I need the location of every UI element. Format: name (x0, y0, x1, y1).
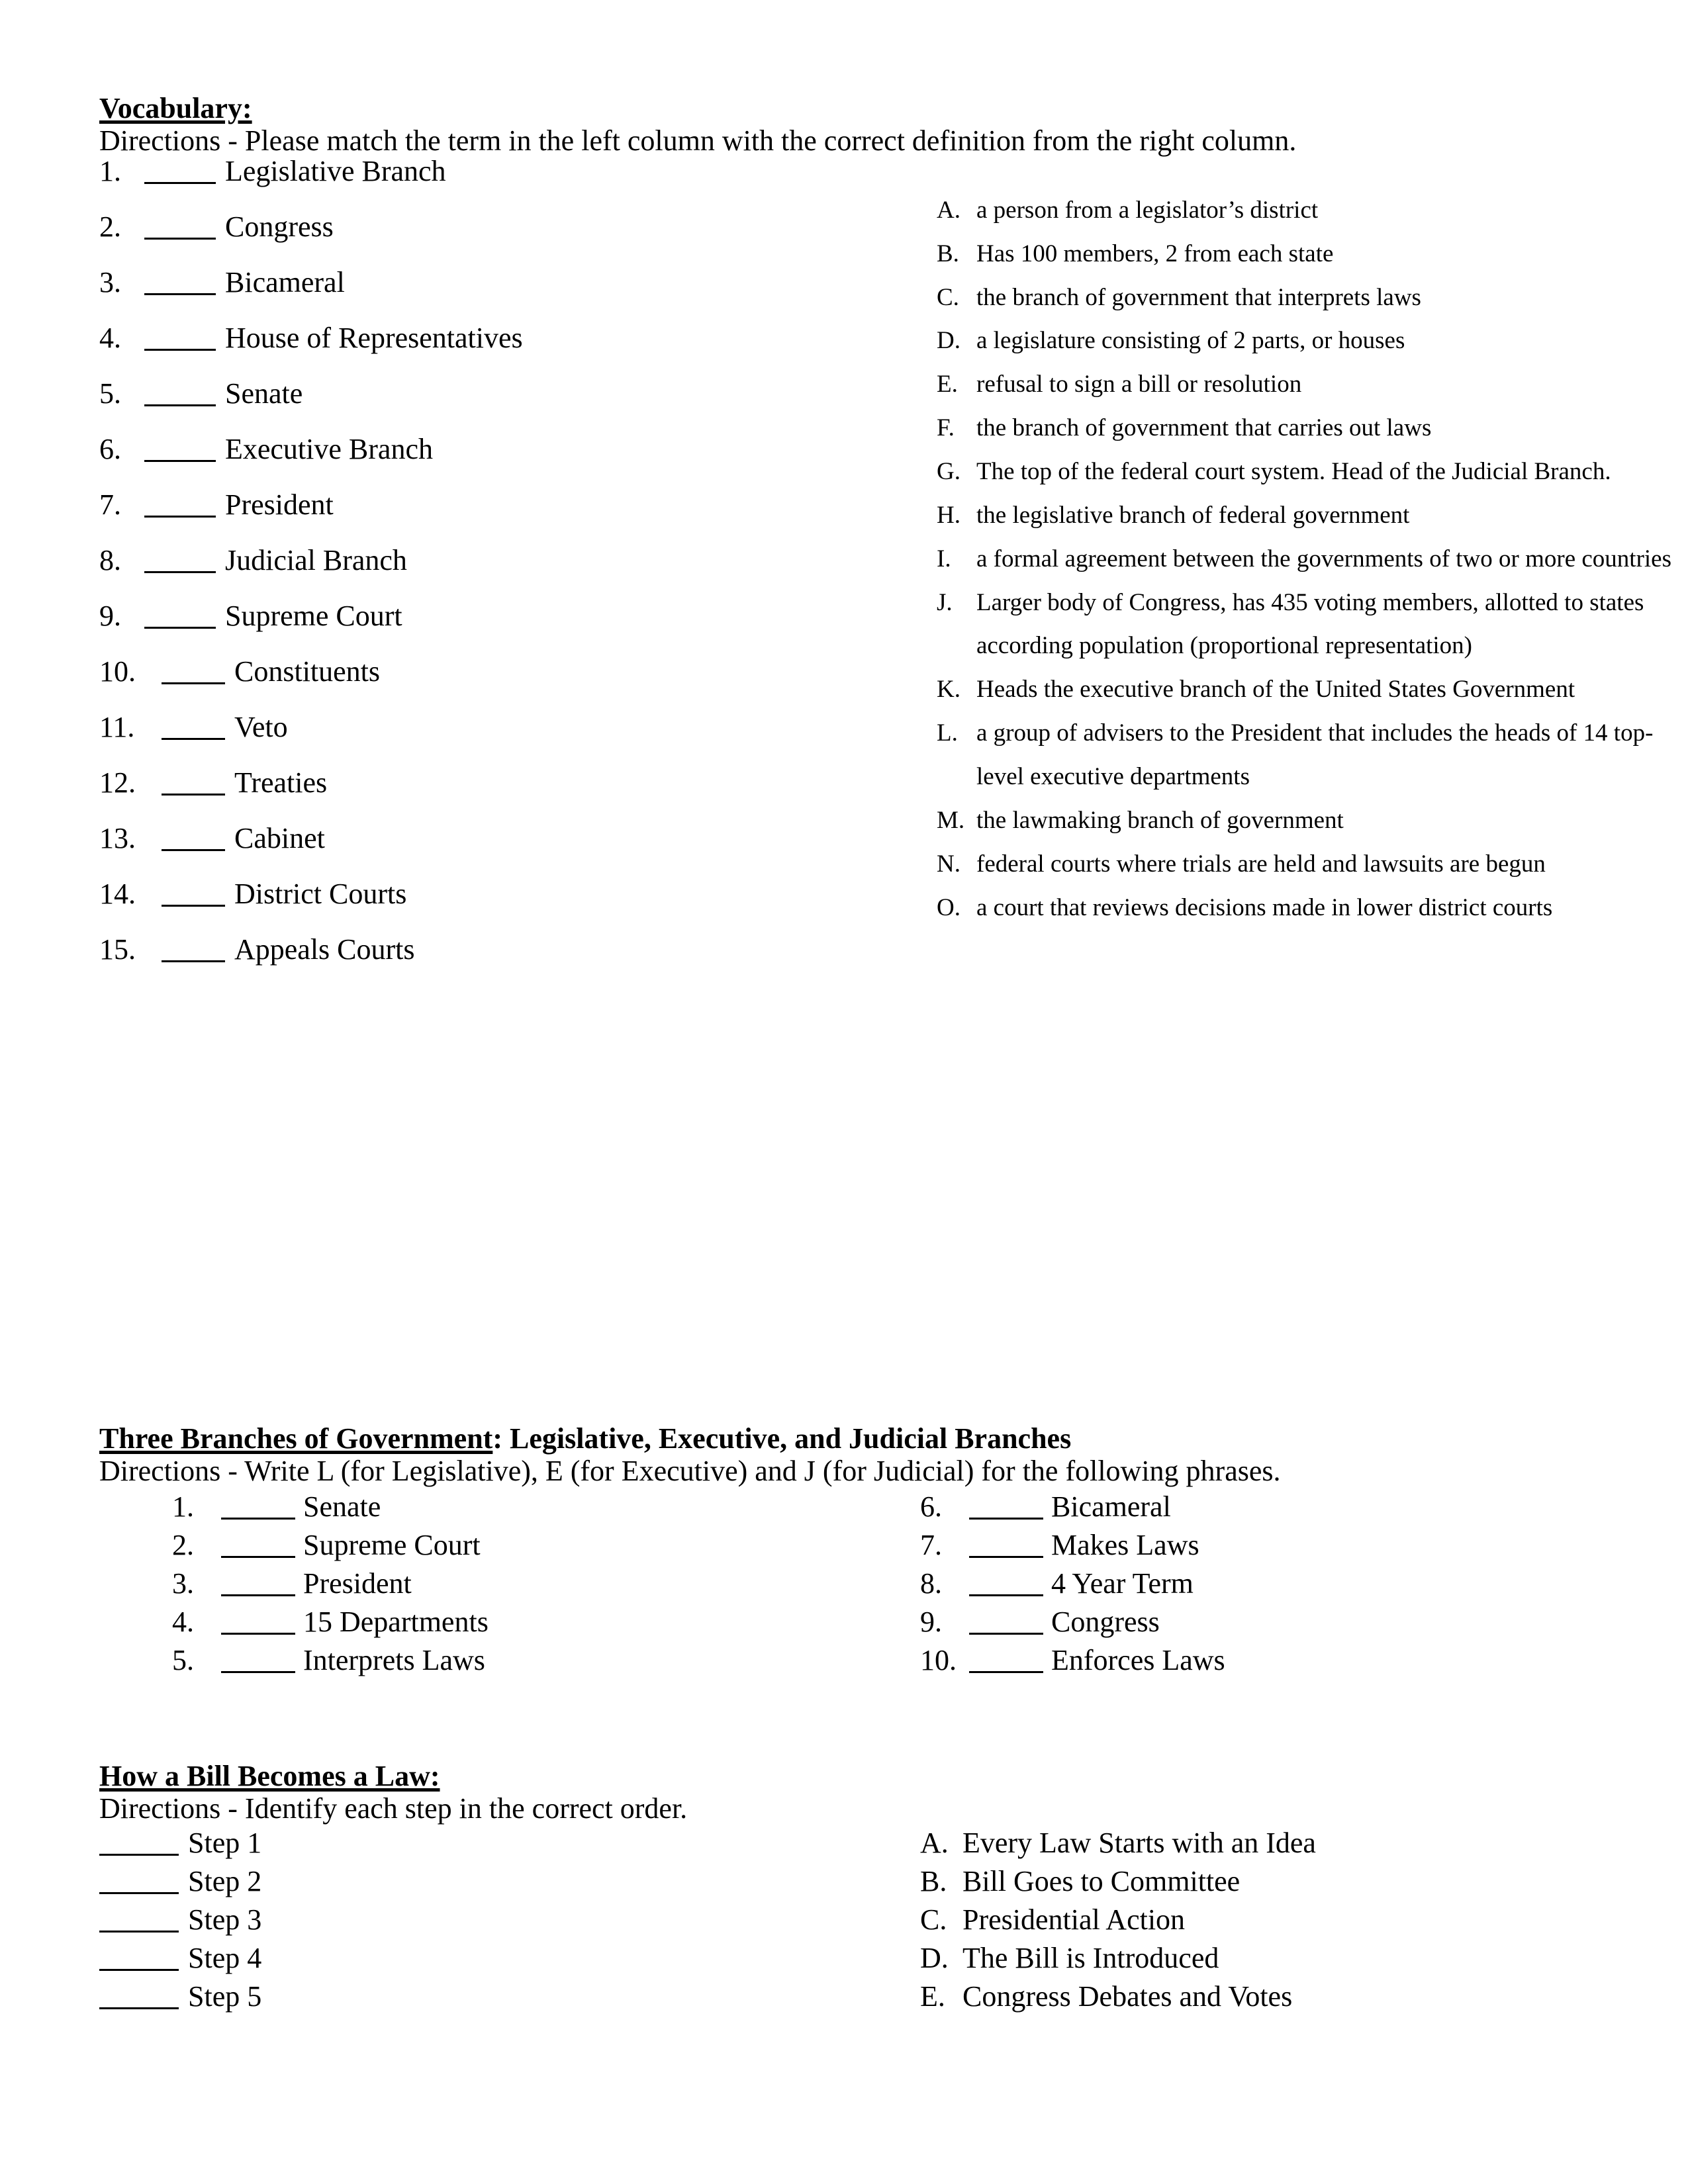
branch-item-row (920, 1528, 1225, 1569)
term-number: 11. (99, 710, 135, 743)
vocabulary-term-list (99, 154, 827, 991)
vocabulary-term-row (99, 877, 827, 935)
item-number: 7. (920, 1528, 942, 1561)
term-label: President (225, 488, 334, 521)
answer-blank[interactable] (969, 1569, 1043, 1596)
answer-blank[interactable] (99, 1867, 179, 1894)
definition-text: a legislature consisting of 2 parts, or houses (976, 327, 1405, 355)
item-number: 1. (172, 1490, 194, 1523)
vocabulary-term-row (99, 710, 827, 768)
option-letter: C. (920, 1903, 947, 1936)
branch-item-row (920, 1492, 1225, 1531)
answer-blank[interactable] (969, 1646, 1043, 1673)
item-label: Bicameral (1051, 1490, 1171, 1523)
item-label: Supreme Court (303, 1528, 481, 1561)
how-a-bill-options-column (920, 1826, 1316, 2021)
definition-row (937, 668, 1685, 711)
term-label: Senate (225, 377, 303, 410)
vocabulary-term-row (99, 821, 827, 880)
answer-blank[interactable] (99, 1829, 179, 1856)
how-a-bill-section (99, 1760, 1589, 2047)
term-number: 15. (99, 933, 136, 966)
definition-letter: N. (937, 850, 961, 878)
term-number: 7. (99, 488, 121, 521)
vocabulary-heading (99, 93, 1589, 124)
option-text: Presidential Action (962, 1903, 1186, 1936)
definition-letter: B. (937, 240, 959, 267)
definition-row (937, 232, 1685, 276)
definition-row (937, 319, 1685, 363)
answer-blank[interactable] (144, 157, 216, 184)
term-label: Legislative Branch (225, 154, 446, 187)
term-number: 14. (99, 877, 136, 910)
vocabulary-term-row (99, 154, 827, 212)
definition-row (937, 189, 1685, 232)
definition-text: the legislative branch of federal government (976, 501, 1410, 529)
term-label: Cabinet (234, 821, 325, 854)
branch-item-row (172, 1605, 489, 1646)
definition-letter: M. (937, 806, 965, 834)
item-label: 15 Departments (303, 1605, 489, 1638)
definition-text: Heads the executive branch of the United States Government (976, 676, 1575, 704)
answer-blank[interactable] (162, 657, 225, 684)
item-number: 3. (172, 1567, 194, 1600)
definition-letter: F. (937, 414, 955, 442)
definition-letter: L. (937, 719, 958, 747)
answer-blank[interactable] (144, 546, 216, 573)
branch-item-row (172, 1492, 489, 1531)
vocabulary-term-row (99, 657, 827, 713)
definition-text: a person from a legislator’s district (976, 196, 1319, 224)
term-label: Bicameral (225, 265, 345, 298)
answer-blank[interactable] (221, 1569, 295, 1596)
term-number: 5. (99, 377, 121, 410)
vocabulary-term-row (99, 768, 827, 824)
term-label: Supreme Court (225, 599, 402, 632)
option-row (920, 1826, 1316, 1867)
answer-blank[interactable] (144, 435, 216, 462)
answer-blank[interactable] (221, 1608, 295, 1635)
definition-row (937, 537, 1685, 581)
term-label: Treaties (234, 766, 328, 799)
step-label: Step 4 (188, 1941, 262, 1974)
definition-row (937, 363, 1685, 406)
step-label: Step 3 (188, 1903, 262, 1936)
term-number: 8. (99, 543, 121, 576)
option-letter: E. (920, 1979, 945, 2013)
item-label: Congress (1051, 1605, 1160, 1638)
definition-row (937, 799, 1685, 842)
definition-row (937, 886, 1685, 930)
how-a-bill-directions: Directions - Identify each step in the correct order. (99, 1792, 688, 1825)
definition-text: a group of advisers to the President that includes the heads of 14 top-level executive departments (976, 719, 1654, 790)
definition-letter: K. (937, 676, 961, 704)
definition-row (937, 450, 1685, 494)
answer-blank[interactable] (162, 768, 225, 796)
step-label: Step 1 (188, 1826, 262, 1859)
step-row (99, 1979, 262, 2021)
term-number: 9. (99, 599, 121, 632)
option-row (920, 1864, 1316, 1905)
branch-item-row (920, 1569, 1225, 1608)
how-a-bill-steps-column (99, 1826, 262, 2021)
three-branches-heading-underlined: Three Branches of Government (99, 1422, 493, 1455)
definition-letter: J. (937, 588, 953, 616)
answer-blank[interactable] (969, 1492, 1043, 1520)
answer-blank[interactable] (221, 1531, 295, 1558)
step-row (99, 1941, 262, 1982)
step-row (99, 1826, 262, 1867)
definition-letter: C. (937, 283, 959, 311)
three-branches-heading (99, 1423, 1589, 1455)
answer-blank[interactable] (99, 1982, 179, 2009)
step-row (99, 1905, 261, 1944)
option-text: Congress Debates and Votes (962, 1979, 1293, 2013)
vocabulary-term-row (99, 379, 827, 435)
definition-letter: O. (937, 893, 961, 921)
term-label: Appeals Courts (234, 933, 415, 966)
answer-blank[interactable] (162, 824, 225, 851)
vocabulary-columns (99, 154, 1672, 991)
answer-blank[interactable] (969, 1531, 1043, 1558)
option-letter: A. (920, 1826, 949, 1859)
answer-blank[interactable] (144, 212, 216, 240)
item-number: 6. (920, 1490, 942, 1523)
term-label: Congress (225, 210, 334, 243)
item-label: President (303, 1567, 412, 1600)
how-a-bill-columns (99, 1826, 1589, 2047)
option-text: The Bill is Introduced (962, 1941, 1219, 1974)
option-row (920, 1979, 1316, 2021)
term-number: 6. (99, 432, 121, 465)
vocabulary-term-row (99, 321, 827, 379)
definition-row (937, 711, 1685, 799)
definition-text: a court that reviews decisions made in lower district courts (976, 893, 1553, 921)
answer-blank[interactable] (99, 1905, 179, 1933)
vocabulary-term-row (99, 490, 827, 546)
term-label: District Courts (234, 877, 407, 910)
definition-text: Has 100 members, 2 from each state (976, 240, 1334, 267)
term-number: 13. (99, 821, 136, 854)
option-letter: B. (920, 1864, 947, 1897)
answer-blank[interactable] (144, 379, 216, 406)
item-label: Interprets Laws (303, 1643, 485, 1676)
option-text: Bill Goes to Committee (962, 1864, 1241, 1897)
term-number: 2. (99, 210, 121, 243)
vocabulary-term-row (99, 432, 827, 490)
answer-blank[interactable] (162, 880, 225, 907)
vocabulary-term-row (99, 599, 827, 657)
item-label: Senate (303, 1490, 381, 1523)
three-branches-left-column (172, 1492, 489, 1684)
definition-text: a formal agreement between the governments of two or more countries (976, 545, 1672, 572)
definition-text: the lawmaking branch of government (976, 806, 1344, 834)
step-label: Step 2 (188, 1864, 262, 1897)
vocabulary-term-row (99, 935, 827, 991)
term-label: Judicial Branch (225, 543, 407, 576)
term-number: 3. (99, 265, 121, 298)
term-label: Veto (234, 710, 288, 743)
definition-text: the branch of government that interprets laws (976, 283, 1421, 311)
step-row (99, 1864, 262, 1905)
item-number: 2. (172, 1528, 194, 1561)
three-branches-right-column (920, 1492, 1225, 1684)
definition-letter: A. (937, 196, 961, 224)
answer-blank[interactable] (144, 268, 216, 295)
item-label: Makes Laws (1051, 1528, 1199, 1561)
three-branches-section (99, 1423, 1589, 1691)
definition-row (937, 581, 1685, 668)
term-label: Constituents (234, 655, 381, 688)
branch-item-row (172, 1569, 489, 1608)
branch-item-row (920, 1605, 1225, 1646)
option-row (920, 1941, 1316, 1982)
answer-blank[interactable] (144, 602, 216, 629)
definition-text: federal courts where trials are held and lawsuits are begun (976, 850, 1546, 878)
vocabulary-definition-list (937, 189, 1685, 930)
definition-row (937, 276, 1685, 320)
term-number: 10. (99, 655, 136, 688)
vocabulary-directions: Directions - Please match the term in the left column with the correct definition from the right column. (99, 124, 1297, 157)
option-text: Every Law Starts with an Idea (962, 1826, 1316, 1859)
item-number: 9. (920, 1605, 942, 1638)
definition-text: refusal to sign a bill or resolution (976, 371, 1302, 398)
answer-blank[interactable] (221, 1492, 295, 1520)
definition-letter: H. (937, 501, 961, 529)
definition-letter: D. (937, 327, 961, 355)
how-a-bill-heading-text: How a Bill Becomes a Law: (99, 1760, 440, 1792)
item-number: 10. (920, 1643, 957, 1676)
answer-blank[interactable] (99, 1944, 179, 1971)
vocabulary-term-row (99, 265, 827, 324)
term-label: House of Representatives (225, 321, 523, 354)
definition-text: The top of the federal court system. Head of the Judicial Branch. (976, 457, 1611, 485)
vocabulary-section (99, 92, 1672, 991)
item-label: Enforces Laws (1051, 1643, 1225, 1676)
term-number: 4. (99, 321, 121, 354)
definition-row (937, 494, 1685, 537)
definition-text: Larger body of Congress, has 435 voting members, allotted to states according population (proportional representation) (976, 588, 1644, 660)
three-branches-columns (99, 1492, 1589, 1691)
definition-row (937, 406, 1685, 450)
term-label: Executive Branch (225, 432, 433, 465)
three-branches-directions: Directions - Write L (for Legislative), E (for Executive) and J (for Judicial) for the following phrases. (99, 1454, 1281, 1487)
answer-blank[interactable] (162, 935, 225, 962)
answer-blank[interactable] (162, 713, 225, 740)
answer-blank[interactable] (144, 490, 216, 518)
definition-text: the branch of government that carries out laws (976, 414, 1432, 442)
vocabulary-heading-text: Vocabulary: (99, 92, 252, 124)
definition-letter: G. (937, 457, 961, 485)
item-number: 8. (920, 1567, 942, 1600)
vocabulary-term-row (99, 543, 827, 602)
answer-blank[interactable] (144, 324, 216, 351)
how-a-bill-heading (99, 1760, 1589, 1792)
option-row (920, 1905, 1316, 1944)
three-branches-heading-rest: : Legislative, Executive, and Judicial Branches (492, 1422, 1072, 1455)
vocabulary-term-row (99, 212, 827, 268)
branch-item-row (172, 1643, 489, 1684)
definition-row (937, 842, 1685, 886)
answer-blank[interactable] (221, 1646, 295, 1673)
item-number: 4. (172, 1605, 194, 1638)
term-number: 12. (99, 766, 136, 799)
item-label: 4 Year Term (1051, 1567, 1194, 1600)
branch-item-row (920, 1643, 1225, 1684)
option-letter: D. (920, 1941, 949, 1974)
definition-letter: E. (937, 371, 958, 398)
term-number: 1. (99, 154, 121, 187)
item-number: 5. (172, 1643, 194, 1676)
branch-item-row (172, 1528, 489, 1569)
definition-letter: I. (937, 545, 951, 572)
step-label: Step 5 (188, 1979, 262, 2013)
answer-blank[interactable] (969, 1608, 1043, 1635)
